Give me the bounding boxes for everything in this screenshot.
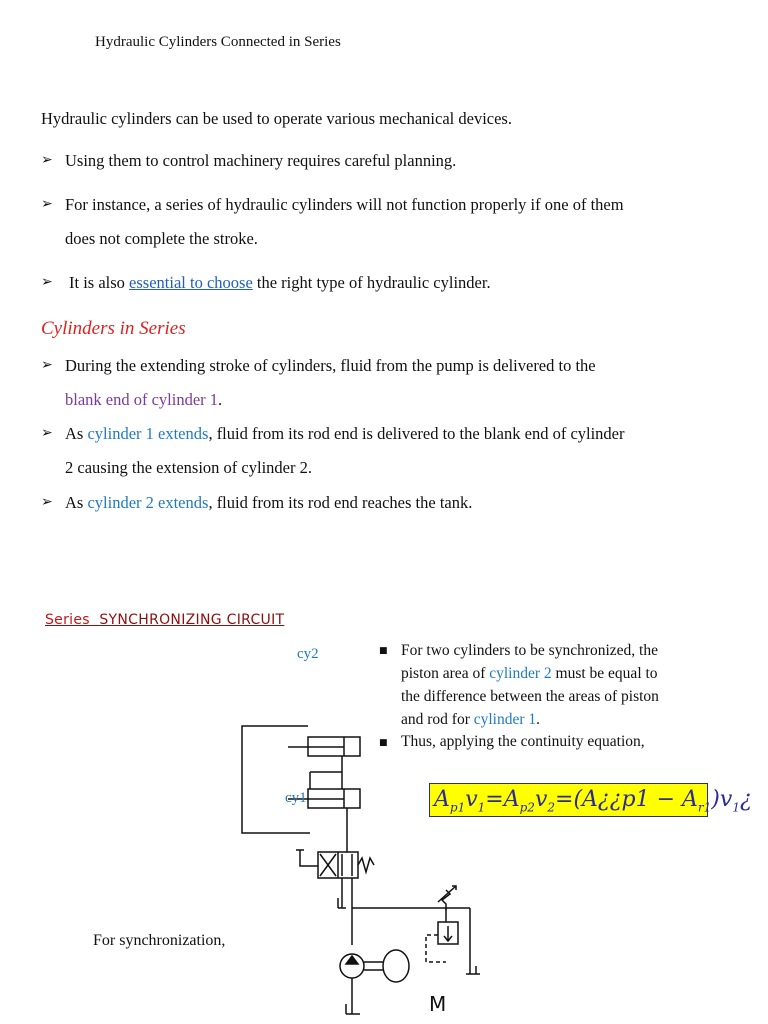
page-title: Hydraulic Cylinders Connected in Series (95, 34, 341, 50)
right-text: the difference between the areas of piston (401, 688, 659, 705)
eq-sub: p1 (449, 800, 466, 815)
motor (383, 950, 409, 982)
arrow-bullet-icon: ➢ (41, 425, 53, 441)
bullet-text-cont (65, 390, 222, 410)
bullet-text (65, 493, 472, 513)
eq-sym: ¿ (739, 787, 752, 812)
cylinder1-text: cylinder 1 extends (87, 424, 209, 443)
cylinder2-label: cylinder 2 (489, 665, 552, 682)
square-bullet-icon: ■ (379, 738, 388, 748)
bullet-text-pre: It is also (69, 273, 130, 292)
eq-sym: v (534, 787, 548, 812)
punct: . (218, 390, 223, 409)
eq-sym: A (434, 787, 450, 812)
sync-heading (45, 612, 284, 628)
bullet-text-post: , fluid from its rod end reaches the tank. (208, 493, 473, 512)
eq-sub: 1 (732, 800, 740, 815)
bullet-text-cont: 2 causing the extension of cylinder 2. (65, 458, 312, 477)
sync-heading-part2: SYNCHRONIZING CIRCUIT (99, 612, 285, 628)
series-circuit-diagram (230, 640, 500, 1024)
return-line (242, 726, 310, 833)
arrow-bullet-icon: ➢ (41, 494, 53, 510)
section-heading: Cylinders in Series (41, 318, 186, 339)
right-text: Thus, applying the continuity equation, (401, 733, 645, 750)
arrow-bullet-icon: ➢ (41, 357, 53, 373)
right-text: For two cylinders to be synchronized, the (401, 642, 658, 659)
valve-lever (300, 850, 318, 866)
eq-sub: 2 (547, 800, 556, 815)
essential-link[interactable]: essential to choose (129, 273, 253, 292)
eq-sym: =(A¿¿p1 − A (555, 787, 698, 812)
eq-sym: )v (711, 787, 733, 812)
eq-sym: = (485, 787, 504, 812)
intro-text: Hydraulic cylinders can be used to operate various mechanical devices. (41, 109, 512, 128)
eq-sym: A (503, 787, 520, 812)
bullet-text-post: , fluid from its rod end is delivered to the blank end of cylinder (208, 424, 625, 443)
right-text-pre: and rod for (401, 711, 474, 728)
sync-note: For synchronization, (93, 932, 226, 949)
eq-sub: p2 (519, 800, 535, 815)
bullet-text-pre: As (65, 424, 88, 443)
bullet-text (69, 273, 491, 293)
right-text-pre: piston area of (401, 665, 490, 682)
eq-sub: r1 (697, 800, 712, 815)
right-text-post: . (536, 711, 541, 728)
bullet-text: For instance, a series of hydraulic cylinders will not function properly if one of them (65, 195, 624, 214)
sync-heading-part1: Series (45, 612, 90, 628)
bullet-text-cont: does not complete the stroke. (65, 229, 258, 248)
eq-sym: v (465, 787, 478, 812)
square-bullet-icon: ■ (379, 646, 388, 656)
arrow-bullet-icon: ➢ (41, 152, 53, 168)
cylinder2-text: cylinder 2 extends (87, 493, 209, 512)
bullet-text: During the extending stroke of cylinders, fluid from the pump is delivered to the (65, 356, 596, 375)
arrow-bullet-icon: ➢ (41, 274, 53, 290)
bullet-text-post: the right type of hydraulic cylinder. (252, 273, 491, 292)
cy1-label: cy1 (285, 790, 307, 806)
bullet-text: Using them to control machinery requires careful planning. (65, 151, 457, 170)
motor-label: M (429, 992, 447, 1016)
arrow-bullet-icon: ➢ (41, 196, 53, 212)
bullet-text (65, 424, 625, 444)
cylinder1-label: cylinder 1 (473, 711, 537, 728)
eq-sub: 1 (477, 800, 486, 815)
right-text-post: must be equal to (551, 665, 658, 682)
blank-end-text: blank end of cylinder 1 (65, 390, 219, 409)
cy2-label: cy2 (297, 646, 319, 662)
bullet-text-pre: As (65, 493, 88, 512)
valve-spring (358, 858, 374, 872)
